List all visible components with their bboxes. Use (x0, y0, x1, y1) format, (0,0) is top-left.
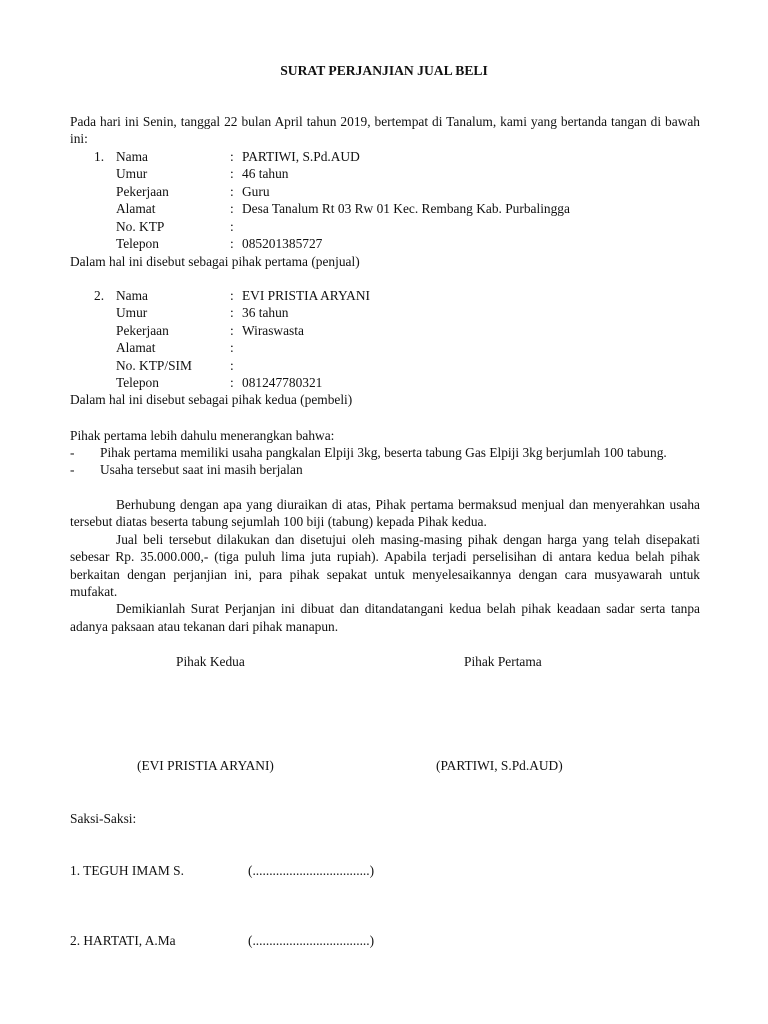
statement-list (70, 444, 700, 479)
field-colon: : (230, 288, 234, 303)
party-two-ktp-row (70, 357, 700, 374)
party-two-address-row (70, 339, 700, 356)
document-title: SURAT PERJANJIAN JUAL BELI (280, 63, 488, 78)
field-value: 081247780321 (242, 374, 323, 390)
party-two-number: 2. (94, 288, 105, 303)
body-paragraph: Jual beli tersebut dilakukan dan disetujui oleh masing-masing pihak dengan harga yang telah disepakati sebesar Rp. 35.000.000,- (tiga puluh lima juta rupiah). Apabila terjadi perselisihan di antara kedua belah pihak berkaitan dengan perjanjian ini, para pihak sepakat untuk menyelesaikannya dengan cara musyawarah untuk mufakat. (70, 531, 700, 600)
list-item (70, 444, 700, 461)
party-two-job-row (70, 322, 700, 339)
party-two-name-row (70, 287, 700, 304)
field-label: Alamat (116, 340, 156, 356)
witness-name: 1. TEGUH IMAM S. (70, 863, 184, 878)
field-value: 085201385727 (242, 235, 323, 251)
field-colon: : (230, 357, 234, 373)
field-colon: : (230, 149, 234, 164)
field-colon: : (230, 235, 234, 251)
field-label: Alamat (116, 201, 156, 217)
bullet-dash: - (70, 462, 75, 478)
field-colon: : (230, 218, 234, 234)
field-label: Pekerjaan (116, 183, 169, 199)
body-paragraph: Berhubung dengan apa yang diuraikan di atas, Pihak pertama bermaksud menjual dan menyerahkan usaha tersebut diatas beserta tabung sejumlah 100 biji (tabung) kepada Pihak kedua. (70, 497, 700, 530)
party-one-name-row (70, 148, 700, 165)
witness-signature-line: (...................................) (248, 933, 375, 948)
field-colon: : (230, 340, 234, 356)
list-item-text: Pihak pertama memiliki usaha pangkalan Elpiji 3kg, beserta tabung Gas Elpiji 3kg berjumlah 100 tabung. (100, 445, 667, 460)
field-label: No. KTP (116, 218, 165, 234)
witness-signature-line: (...................................) (248, 863, 375, 878)
field-colon: : (230, 183, 234, 199)
field-value: PARTIWI, S.Pd.AUD (242, 149, 360, 164)
signature-name-buyer: (EVI PRISTIA ARYANI) (137, 758, 274, 773)
signature-name-seller: (PARTIWI, S.Pd.AUD) (436, 758, 563, 773)
party-two-details (70, 287, 700, 391)
party-one-caption: Dalam hal ini disebut sebagai pihak pertama (penjual) (70, 254, 360, 269)
party-one-details (70, 148, 700, 252)
field-value: Guru (242, 183, 270, 199)
statement-lead: Pihak pertama lebih dahulu menerangkan bahwa: (70, 428, 335, 443)
field-colon: : (230, 201, 234, 217)
field-label: Umur (116, 166, 148, 182)
list-item (70, 461, 700, 478)
body-paragraph: Demikianlah Surat Perjanjan ini dibuat dan ditandatangani kedua belah pihak keadaan sadar serta tanpa adanya paksaan atau tekanan dari pihak manapun. (70, 601, 700, 634)
party-one-number: 1. (94, 149, 105, 164)
field-value: Wiraswasta (242, 322, 304, 338)
signature-role-buyer: Pihak Kedua (176, 654, 245, 669)
agreement-body (70, 496, 700, 635)
field-value: 46 tahun (242, 166, 289, 182)
party-two-age-row (70, 304, 700, 321)
field-colon: : (230, 374, 234, 390)
field-colon: : (230, 322, 234, 338)
bullet-dash: - (70, 445, 75, 460)
field-value: 36 tahun (242, 305, 289, 321)
field-colon: : (230, 305, 234, 321)
intro-paragraph: Pada hari ini Senin, tanggal 22 bulan April tahun 2019, bertempat di Tanalum, kami yang bertanda tangan di bawah ini: (70, 114, 700, 147)
party-one-phone-row (70, 235, 700, 252)
witness-name: 2. HARTATI, A.Ma (70, 933, 176, 948)
witnesses-heading: Saksi-Saksi: (70, 811, 137, 826)
party-two-caption: Dalam hal ini disebut sebagai pihak kedua (pembeli) (70, 392, 353, 407)
party-one-age-row (70, 165, 700, 182)
field-value: EVI PRISTIA ARYANI (242, 288, 370, 303)
field-label: Umur (116, 305, 148, 321)
field-label: Telepon (116, 235, 159, 251)
party-two-phone-row (70, 374, 700, 391)
party-one-ktp-row (70, 218, 700, 235)
field-label: Nama (116, 149, 148, 164)
field-label: No. KTP/SIM (116, 357, 192, 373)
party-one-job-row (70, 183, 700, 200)
field-label: Nama (116, 288, 148, 303)
list-item-text: Usaha tersebut saat ini masih berjalan (100, 462, 303, 478)
field-label: Pekerjaan (116, 322, 169, 338)
field-value: Desa Tanalum Rt 03 Rw 01 Kec. Rembang Kab. Purbalingga (242, 201, 570, 217)
field-colon: : (230, 166, 234, 182)
signature-role-seller: Pihak Pertama (464, 654, 542, 669)
field-label: Telepon (116, 374, 159, 390)
party-one-address-row (70, 200, 700, 217)
